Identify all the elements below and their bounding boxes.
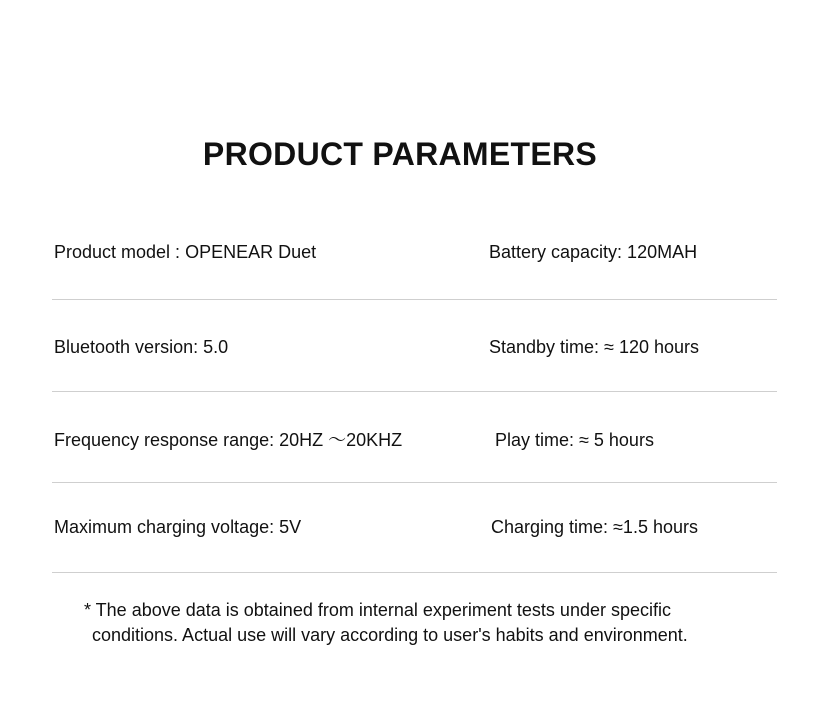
param-standby-time: Standby time: ≈ 120 hours xyxy=(489,337,699,357)
footnote-line-2: conditions. Actual use will vary according to user's habits and environment. xyxy=(92,625,688,645)
param-row xyxy=(0,237,838,267)
row-divider xyxy=(52,299,777,300)
row-divider xyxy=(52,572,777,573)
param-row xyxy=(0,512,838,542)
row-divider xyxy=(52,482,777,483)
param-row xyxy=(0,425,838,455)
param-play-time: Play time: ≈ 5 hours xyxy=(495,430,654,450)
param-frequency-response: Frequency response range: 20HZ ～20KHZ xyxy=(54,430,403,450)
param-battery-capacity: Battery capacity: 120MAH xyxy=(489,242,698,262)
param-charging-voltage: Maximum charging voltage: 5V xyxy=(54,517,302,537)
footnote xyxy=(84,598,784,648)
param-row xyxy=(0,332,838,362)
param-bluetooth-version: Bluetooth version: 5.0 xyxy=(54,337,229,357)
param-product-model: Product model : OPENEAR Duet xyxy=(54,242,317,262)
page-title: PRODUCT PARAMETERS xyxy=(202,136,598,172)
row-divider xyxy=(52,391,777,392)
footnote-line-1: * The above data is obtained from internal experiment tests under specific xyxy=(84,600,671,620)
param-charging-time: Charging time: ≈1.5 hours xyxy=(491,517,698,537)
